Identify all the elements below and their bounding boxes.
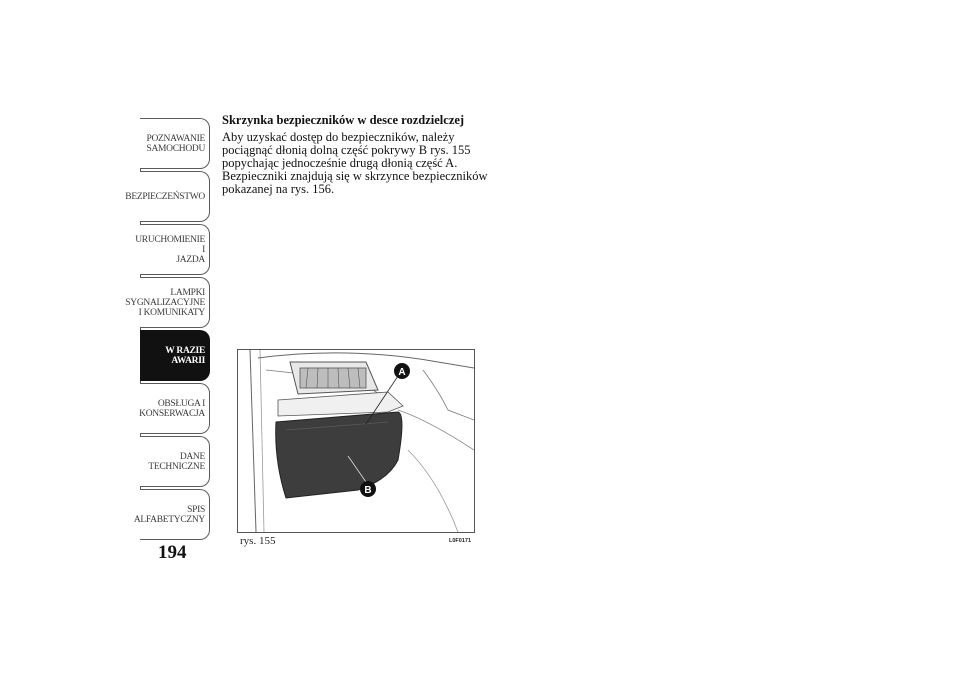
air-vent xyxy=(290,362,378,394)
figure-code: L0F0171 xyxy=(449,538,472,544)
body-line: popychając jednocześnie drugą dłonią część A. xyxy=(222,156,458,170)
body-paragraph xyxy=(222,131,492,196)
body-line: Aby uzyskać dostęp do bezpieczników, należy xyxy=(222,130,455,144)
body-line: Bezpieczniki znajdują się w skrzynce bezpieczników xyxy=(222,169,488,183)
tab-spis-alfabetyczny[interactable]: SPIS ALFABETYCZNY xyxy=(140,489,210,540)
figure-caption: rys. 155 xyxy=(240,535,276,547)
section-heading: Skrzynka bezpieczników w desce rozdzielczej xyxy=(222,113,465,127)
tab-w-razie-awarii[interactable]: W RAZIE AWARII xyxy=(140,330,210,381)
tab-poznawanie-samochodu[interactable]: POZNAWANIE SAMOCHODU xyxy=(140,118,210,169)
page-number: 194 xyxy=(158,542,187,563)
body-line: pokazanej na rys. 156. xyxy=(222,182,335,196)
fuse-box-illustration xyxy=(237,349,475,533)
tab-dane-techniczne[interactable]: DANE TECHNICZNE xyxy=(140,436,210,487)
tab-uruchomienie-i-jazda[interactable]: URUCHOMIENIE I JAZDA xyxy=(140,224,210,275)
callout-b-label: B xyxy=(364,485,372,496)
tab-obsluga-i-konserwacja[interactable]: OBSŁUGA I KONSERWACJA xyxy=(140,383,210,434)
cover-panel-b xyxy=(276,412,402,498)
callout-a-label: A xyxy=(398,367,406,378)
tab-bezpieczenstwo[interactable]: BEZPIECZEŃSTWO xyxy=(140,171,210,222)
tab-lampki-sygnalizacyjne[interactable]: LAMPKI SYGNALIZACYJNE I KOMUNIKATY xyxy=(140,277,210,328)
body-line: pociągnąć dłonią dolną część pokrywy B rys. 155 xyxy=(222,143,471,157)
